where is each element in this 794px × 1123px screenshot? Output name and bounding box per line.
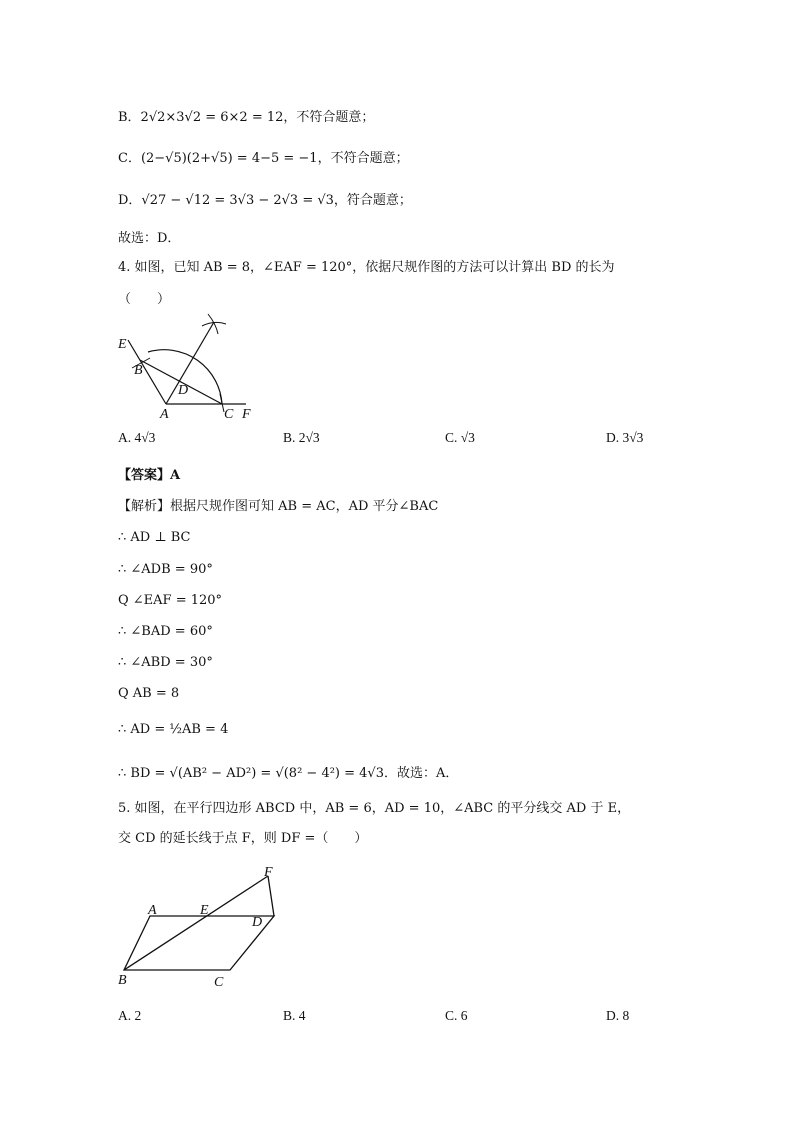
label-b: B <box>134 363 143 378</box>
label-d: D <box>252 915 263 930</box>
analysis-line: ∴ ∠ABD = 30° <box>118 655 213 670</box>
analysis-line: ∴ ∠BAD = 60° <box>118 624 213 639</box>
analysis-line: Q ∠EAF = 120° <box>118 593 223 608</box>
q4-option-b: B. 2√3 <box>283 430 320 445</box>
analysis-line: ∴ ∠ADB = 90° <box>118 562 213 577</box>
q5-figure <box>112 862 292 992</box>
label-b: B <box>118 973 127 988</box>
analysis-line: Q AB = 8 <box>118 686 180 701</box>
analysis-line: 【解析】根据尺规作图可知 AB = AC，AD 平分∠BAC <box>118 499 439 514</box>
analysis-line: ∴ BD = √(AB² − AD²) = √(8² − 4²) = 4√3．故选：A． <box>118 766 459 781</box>
q5-option-c: C. 6 <box>445 1008 468 1023</box>
q4-stem: 4. 如图，已知 AB = 8，∠EAF = 120°，依据尺规作图的方法可以计算出 BD 的长为 <box>118 260 615 275</box>
analysis-line: ∴ AD ⊥ BC <box>118 530 191 545</box>
q5-stem-line-2: 交 CD 的延长线于点 F，则 DF =（ ） <box>118 831 368 846</box>
q4-figure <box>110 312 270 422</box>
analysis-line: ∴ AD = ½AB = 4 <box>118 722 229 737</box>
prev-solution-choice: 故选：D． <box>118 231 181 246</box>
label-a: A <box>160 407 169 422</box>
label-d: D <box>178 383 189 398</box>
segment-df <box>268 876 274 916</box>
prev-solution-c: C．(2−√5)(2+√5) = 4−5 = −1，不符合题意； <box>118 151 409 166</box>
label-e: E <box>118 337 127 352</box>
label-c: C <box>214 975 224 990</box>
q5-stem-line-1: 5. 如图，在平行四边形 ABCD 中，AB = 6，AD = 10，∠ABC 的平分线交 AD 于 E， <box>118 801 631 816</box>
bisector <box>166 322 214 404</box>
label-f: F <box>242 407 251 422</box>
q4-option-a: A. 4√3 <box>118 430 156 445</box>
q4-option-d: D. 3√3 <box>606 430 644 445</box>
prev-solution-d: D．√27 − √12 = 3√3 − 2√3 = √3，符合题意； <box>118 193 412 208</box>
q5-option-a: A. 2 <box>118 1008 142 1023</box>
q5-option-d: D. 8 <box>606 1008 630 1023</box>
label-a: A <box>148 903 157 918</box>
label-f: F <box>264 865 273 880</box>
label-c: C <box>224 407 234 422</box>
prev-solution-b: B．2√2×3√2 = 6×2 = 12，不符合题意； <box>118 110 375 125</box>
q4-option-c: C. √3 <box>445 430 475 445</box>
q4-blank: （ ） <box>118 292 171 307</box>
q4-answer: 【答案】A <box>118 468 181 483</box>
q5-option-b: B. 4 <box>283 1008 306 1023</box>
label-e: E <box>200 903 209 918</box>
segment-bf <box>124 876 268 970</box>
